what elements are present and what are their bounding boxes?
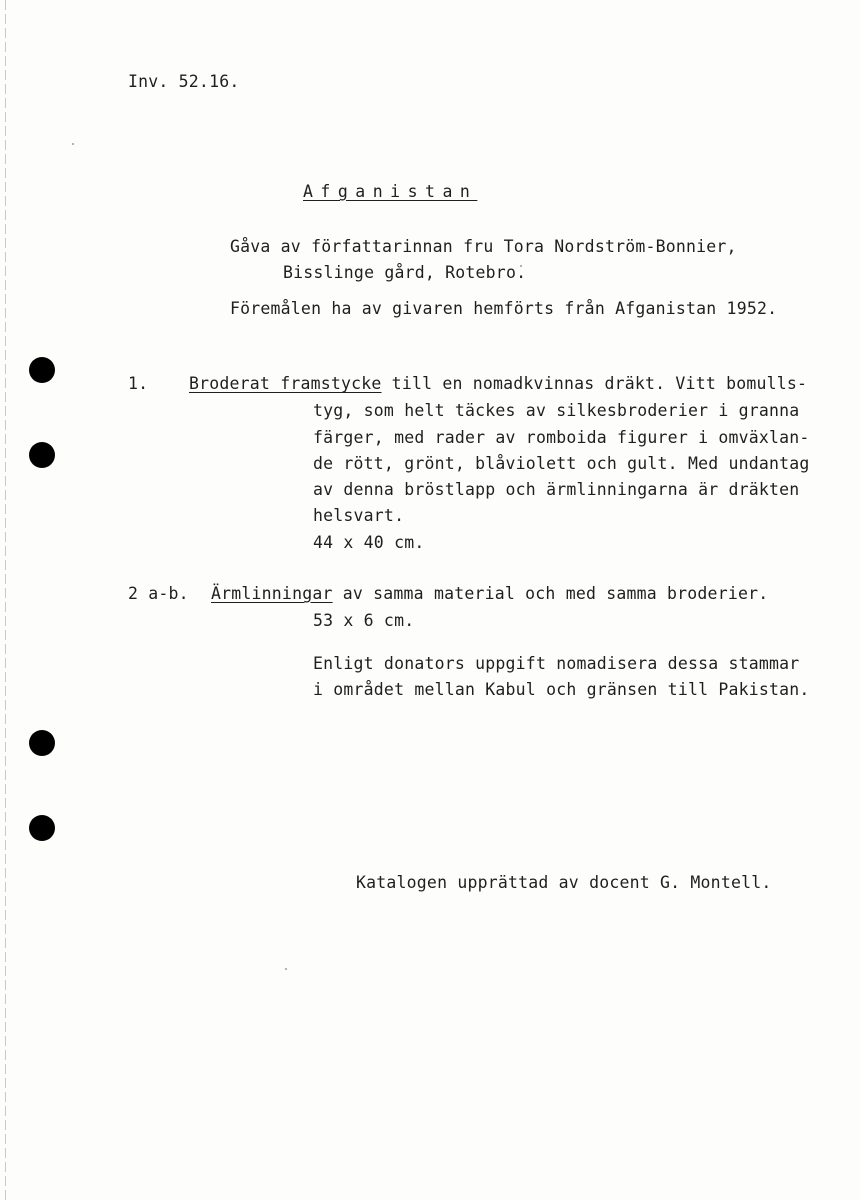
item-description-start: till en nomadkvinnas dräkt. Vitt bomulls-: [381, 374, 808, 393]
catalogue-credit: Katalogen upprättad av docent G. Montell.: [356, 873, 772, 892]
donation-line-2: Bisslinge gård, Rotebro.: [283, 263, 527, 282]
item-note-line: i området mellan Kabul och gränsen till Pakistan.: [313, 680, 810, 699]
donation-line-3: Föremålen ha av givaren hemförts från Afganistan 1952.: [230, 299, 778, 318]
item-description-line: av denna bröstlapp och ärmlinningarna är dräkten: [313, 480, 800, 499]
item-description-line: helsvart.: [313, 506, 405, 525]
item-number: 2 a-b.: [128, 584, 189, 603]
item-heading: [189, 374, 807, 394]
item-note-line: Enligt donators uppgift nomadisera dessa stammar: [313, 654, 800, 673]
item-description-line: färger, med rader av romboida figurer i omväxlan-: [313, 428, 810, 447]
paper-speck: [285, 968, 287, 970]
item-name: Broderat framstycke: [189, 374, 382, 393]
punch-hole: [29, 357, 55, 383]
item-number: 1.: [128, 374, 149, 393]
document-title: Afganistan: [303, 182, 478, 201]
item-heading: [211, 584, 768, 604]
item-description-line: tyg, som helt täckes av silkesbroderier i granna: [313, 401, 800, 420]
punch-hole: [29, 815, 55, 841]
item-name: Ärmlinningar: [211, 584, 333, 603]
margin-rule: [5, 0, 6, 1200]
paper-speck: [72, 143, 74, 145]
donation-line-1: Gåva av författarinnan fru Tora Nordström-Bonnier,: [230, 237, 737, 256]
item-dimensions: 44 x 40 cm.: [313, 533, 425, 552]
punch-hole: [29, 442, 55, 468]
inventory-number: Inv. 52.16.: [128, 72, 240, 91]
punch-hole: [29, 730, 55, 756]
item-description-start: av samma material och med samma broderier.: [332, 584, 769, 603]
item-dimensions: 53 x 6 cm.: [313, 611, 415, 630]
item-description-line: de rött, grönt, blåviolett och gult. Med undantag: [313, 454, 810, 473]
